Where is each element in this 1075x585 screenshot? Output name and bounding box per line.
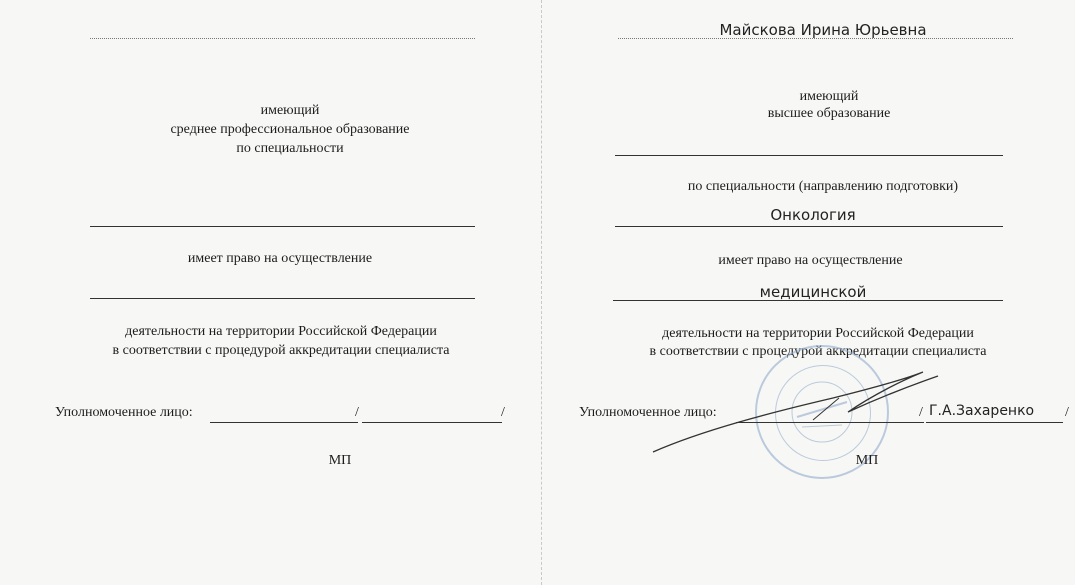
- specialty-value: Онкология: [770, 206, 856, 224]
- signature-line: [210, 422, 358, 423]
- page-fold: [541, 0, 542, 585]
- signatory-label: Уполномоченное лицо:: [55, 405, 193, 420]
- slash-separator: /: [919, 405, 923, 420]
- right-label: имеет право на осуществление: [718, 253, 903, 268]
- holder-name: Майскова Ирина Юрьевна: [719, 21, 927, 39]
- slash-separator: /: [1065, 405, 1069, 420]
- name-line: [362, 422, 502, 423]
- intro-text: имеющий: [799, 89, 859, 104]
- specialty-line: [615, 226, 1003, 227]
- territory-text-2: в соответствии с процедурой аккредитации специалиста: [112, 343, 450, 358]
- specialty-label: по специальности: [236, 141, 344, 156]
- specialty-line: [90, 226, 475, 227]
- name-line-left: [90, 38, 475, 39]
- slash-separator: /: [355, 405, 359, 420]
- right-page: [543, 0, 1075, 585]
- stamp-label: МП: [328, 453, 352, 468]
- territory-text-1: деятельности на территории Российской Федерации: [662, 326, 974, 341]
- name-line: [926, 422, 1063, 423]
- stamp-label: МП: [855, 453, 879, 468]
- activity-value: медицинской: [759, 283, 867, 301]
- education-text: высшее образование: [767, 106, 891, 121]
- intro-text: имеющий: [260, 103, 320, 118]
- education-text: среднее профессиональное образование: [170, 122, 410, 137]
- signatory-row: [579, 405, 1069, 427]
- name-line-right: [618, 38, 1013, 39]
- right-label: имеет право на осуществление: [187, 251, 373, 266]
- education-line: [615, 155, 1003, 156]
- signature-line: [736, 422, 924, 423]
- signatory-name: Г.А.Захаренко: [929, 403, 1035, 419]
- activity-line: [90, 298, 475, 299]
- specialty-label: по специальности (направлению подготовки): [687, 179, 959, 194]
- signatory-label: Уполномоченное лицо:: [579, 405, 717, 420]
- signatory-row: [55, 405, 515, 427]
- slash-separator: /: [501, 405, 505, 420]
- territory-text-2: в соответствии с процедурой аккредитации специалиста: [649, 344, 987, 359]
- territory-text-1: деятельности на территории Российской Федерации: [125, 324, 437, 339]
- activity-line: [613, 300, 1003, 301]
